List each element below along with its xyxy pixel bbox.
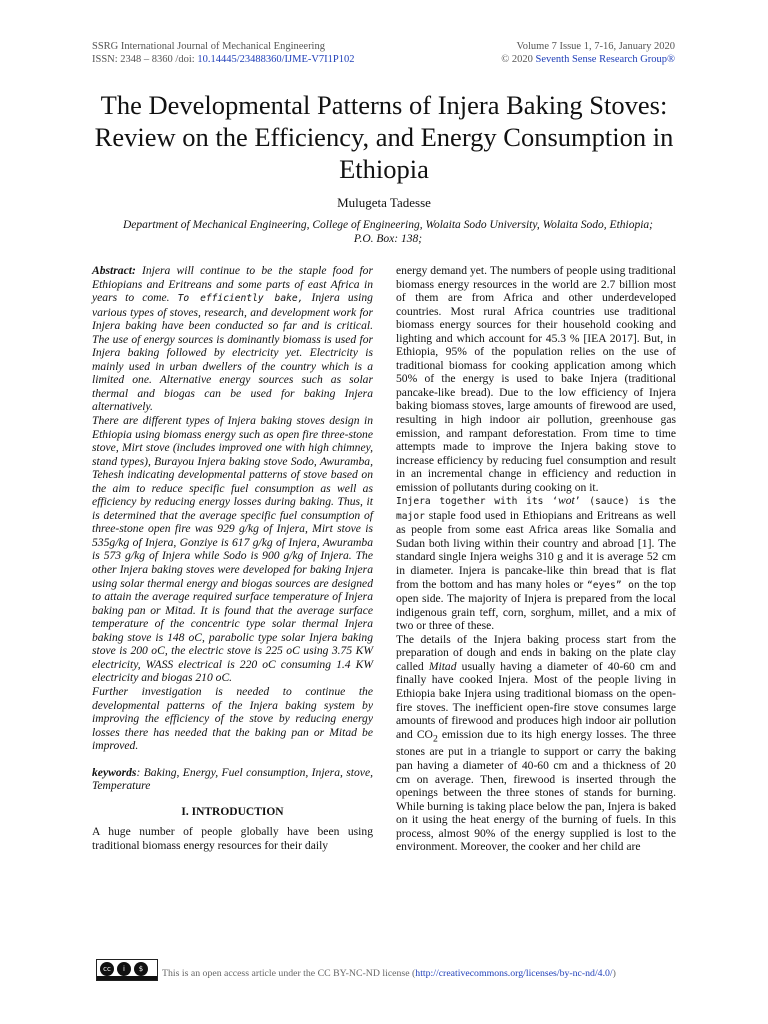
- section-heading-introduction: I. INTRODUCTION: [181, 805, 284, 818]
- license-text: This is an open access article under the CC BY-NC-ND license (: [162, 968, 416, 979]
- badge-band: [97, 976, 157, 980]
- intro-text-2a: staple food used in Ethiopians and Eritreans as well as people from some east Africa areas like Somalia and Sudan both living within their country and abroad [1]. The standard single Injera weighs 310 g and it is average 52 cm in diameter. Injera is pancake-like thin bread that is flat from the bottom and has many holes or: [396, 508, 676, 591]
- abstract-text-1b: Injera using various types of stoves, research, and development work for Injera baking have been conducted so far and is critical. The use of energy sources is dominantly biomass is used for Injera baking followed by electricity yet. Electricity is mainly used in urban dwellers of the country which is a limited one. Alternative energy sources such as solar thermal and biogas can be used for baking Injera alternatively.: [92, 291, 373, 414]
- cc-license-badge[interactable]: [96, 959, 158, 981]
- keywords-label: keywords: [92, 765, 137, 779]
- paper-title: The Developmental Patterns of Injera Baking Stoves: Review on the Efficiency, and Energy Consumption in Ethiopia: [94, 90, 674, 184]
- intro-paragraph-1-start: A huge number of people globally have been using traditional biomass energy resources for their daily: [92, 825, 373, 852]
- license-url-link[interactable]: http://creativecommons.org/licenses/by-nc-nd/4.0/: [415, 968, 613, 979]
- abstract-text-mono: To efficiently bake,: [177, 293, 304, 305]
- right-column: [396, 264, 676, 854]
- by-icon: i: [117, 962, 131, 976]
- intro-text-2b: the top open side. The majority of Injera is prepared from the local indigenous grain teff, corn, sorghum, millet, and a mix of two or three of these.: [396, 577, 676, 633]
- abstract-paragraph-2: There are different types of Injera baking stoves design in Ethiopia using biomass energy such as open fire three-stone stove, Mirt stove (includes improved one with high chimney, stand types), Burayou Injera baking stove Sodo, Awuramba, Tehesh indicating developmental patterns of stove based on the aim to reduce specific fuel consumption as well as efficiency by reducing energy losses during baking. Thus, it is determined that the average specific fuel consumption of three-stone open fire was 929 g/kg of Injera, Mirt stove is 535g/kg of Injera, Gonziye is 617 g/kg of Injera, Awuramba is 573 g/kg of Injera while Sodo is 900 g/kg of Injera. The other Injera baking stoves were developed for baking Injera using solar thermal energy and biogas sources are designed to attain the average required surface temperature of Injera baking pan or Mitad. It is found that the average surface temperature of the concentric type solar thermal Injera baking stove is 148 oC, parabolic type solar Injera baking stove is 200 oC, the electric stove is 225 oC using 3.75 KW electricity, WASS electrical is 220 oC consuming 1.4 KW electricity and biogas 210 oC.: [92, 414, 373, 685]
- nc-nd-icon: $: [134, 962, 148, 976]
- intro-paragraph-1-cont: energy demand yet. The numbers of people using traditional biomass energy resources in the world are 2.7 billion most of them are from Africa and other underdeveloped countries. Most rural Africa countries use traditional biomass energy sources for their household cooking and lighting and which account for 45.3 % [IEA 2017]. But, in Ethiopia, 95% of the population relies on the use of traditional biomass for cooking application among which 50% of the energy is used to bake Injera (traditional pancake-like bread). Due to the low efficiency of Injera baking biomass stoves, large amounts of firewood are used, resulting in high indoor air pollution, greenhouse gas emission, and rampant deforestation. From time to time attempts made to improve the Injera baking stove to increase efficiency by reducing fuel consumption and result in an incremental change in efficiency and reduction in emission of pollutants during cooking on it.: [396, 264, 676, 494]
- intro-paragraph-2: [396, 494, 676, 632]
- license-footer: [92, 959, 692, 981]
- keywords: [92, 766, 373, 793]
- publisher-link[interactable]: Seventh Sense Research Group®: [535, 54, 675, 65]
- mitad-term: Mitad: [428, 659, 457, 673]
- abstract-text-1a: Injera will continue to be the staple food for Ethiopians and Eritreans and some parts of east Africa in years to come.: [92, 264, 373, 305]
- volume-header: [501, 40, 675, 66]
- license-text-line: [162, 968, 616, 979]
- author-affiliation: Department of Mechanical Engineering, College of Engineering, Wolaita Sodo University, Wolaita Sodo, Ethiopia; P.O. Box: 138;: [123, 219, 653, 245]
- doi-link[interactable]: 10.14445/23488360/IJME-V7I1P102: [197, 54, 355, 65]
- intro-mono-eyes: “eyes” on: [586, 579, 640, 591]
- intro-text-3a: The details of the Injera baking process start from the preparation of dough and ends in baking on the plate clay called: [396, 632, 676, 673]
- cc-icon: cc: [100, 962, 114, 976]
- abstract-label: Abstract:: [92, 264, 136, 277]
- author-name: Mulugeta Tadesse: [337, 195, 431, 210]
- intro-mono-a: Injera together with its ‘: [396, 496, 558, 508]
- license-close: ): [612, 968, 616, 979]
- keywords-text: : Baking, Energy, Fuel consumption, Injera, stove, Temperature: [92, 765, 373, 793]
- wot-term: wot: [557, 494, 575, 508]
- copyright-line: [501, 53, 675, 66]
- journal-header: [92, 40, 355, 66]
- abstract-paragraph-3: Further investigation is needed to continue the developmental patterns of the Injera baking system by improving the efficiency of the stove by reducing energy losses there has needed that the baking pan or Mitad be improved.: [92, 684, 373, 753]
- co2-subscript: 2: [432, 732, 438, 744]
- intro-mono-b: ’ (sauce) is the major: [396, 496, 676, 522]
- left-column: [92, 264, 373, 852]
- copyright-text: © 2020: [501, 54, 536, 65]
- intro-text-3c: emission due to its high energy losses. The three stones are put in a triangle to support or carry the baking pan having a diameter of 40-60 cm and a thickness of 20 cm on average. Then, firewood is inserted through the openings between the three stones of stands for burning. While burning is taking place below the pan, Injera is baked on it using the heat energy of the burning of fuels. In this process, almost 90% of the energy supplied is lost to the environment. Moreover, the cooker and her child are: [396, 727, 676, 854]
- volume-info: Volume 7 Issue 1, 7-16, January 2020: [516, 41, 675, 52]
- issn-line: [92, 53, 355, 66]
- journal-name: SSRG International Journal of Mechanical Engineering: [92, 41, 325, 52]
- issn-text: ISSN: 2348 – 8360 /doi:: [92, 54, 198, 65]
- abstract-paragraph-1: [92, 264, 373, 414]
- intro-paragraph-3: [396, 633, 676, 854]
- intro-text-3b: usually having a diameter of 40-60 cm and finally have cooked Injera. Most of the people living in Ethiopia bake Injera using traditional biomass on the open-fire stoves. The inefficient open-fire stove consumes large amounts of firewood and produces high indoor air pollution and CO: [396, 659, 677, 741]
